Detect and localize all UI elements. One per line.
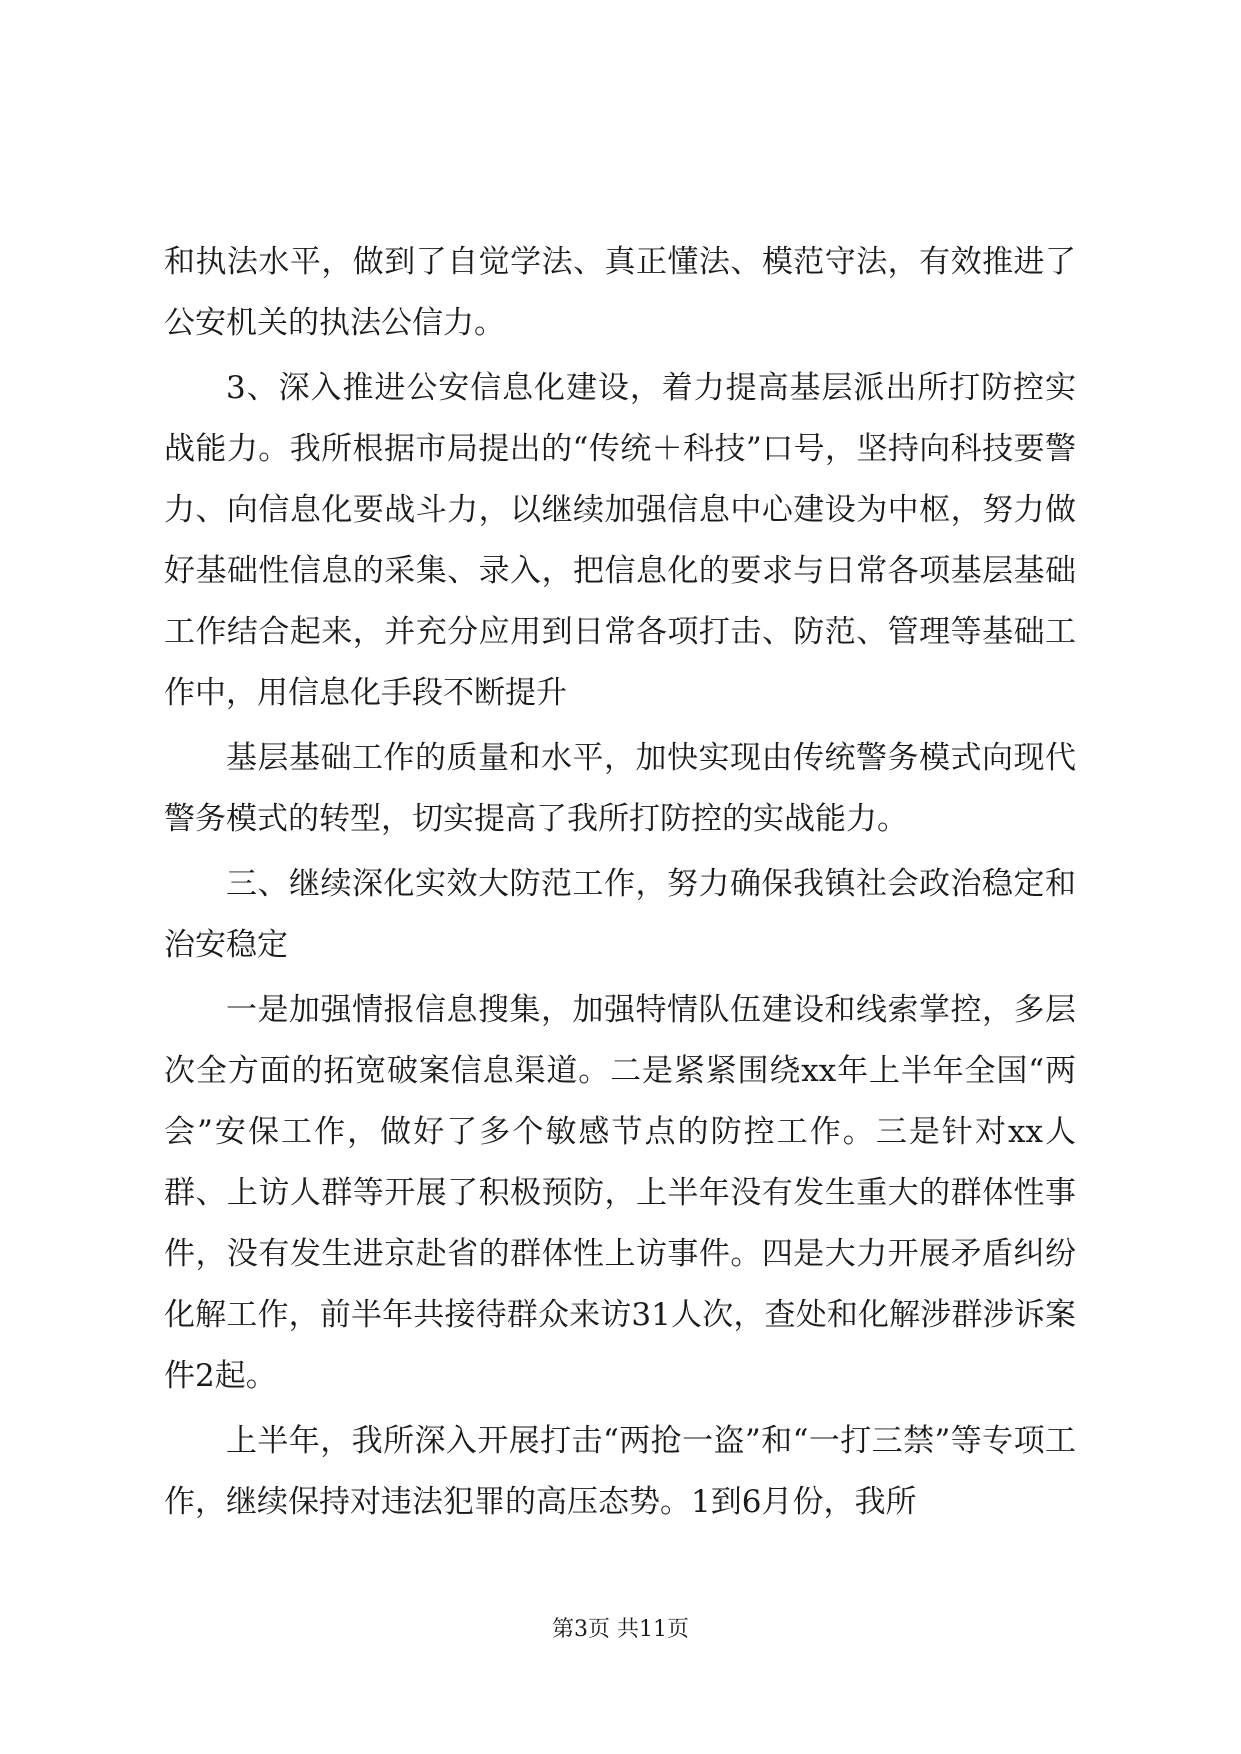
section-heading-prevention: 三、继续深化实效大防范工作，努力确保我镇社会政治稳定和治安稳定 [164,866,1076,963]
paragraph-continuation: 和执法水平，做到了自觉学法、真正懂法、模范守法，有效推进了公安机关的执法公信力。 [164,244,1076,341]
paragraph-crackdown: 上半年，我所深入开展打击“两抢一盗”和“一打三禁”等专项工作，继续保持对违法犯罪的高压态势。1到6月份，我所 [164,1423,1076,1520]
document-body [164,232,1076,1533]
page-number: 第3页 共11页 [552,1617,689,1642]
paragraph-informatization: 3、深入推进公安信息化建设，着力提高基层派出所打防控实战能力。我所根据市局提出的“传统＋科技”口号，坚持向科技要警力、向信息化要战斗力，以继续加强信息中心建设为中枢，努力做好基础性信息的采集、录入，把信息化的要求与日常各项基层基础工作结合起来，并充分应用到日常各项打击、防范、管理等基础工作中，用信息化手段不断提升 [164,370,1076,711]
paragraph-grassroots-work: 基层基础工作的质量和水平，加快实现由传统警务模式向现代警务模式的转型，切实提高了我所打防控的实战能力。 [164,740,1076,837]
paragraph-intelligence: 一是加强情报信息搜集，加强特情队伍建设和线索掌控，多层次全方面的拓宽破案信息渠道。二是紧紧围绕xx年上半年全国“两会”安保工作，做好了多个敏感节点的防控工作。三是针对xx人群、上访人群等开展了积极预防，上半年没有发生重大的群体性事件，没有发生进京赴省的群体性上访事件。四是大力开展矛盾纠纷化解工作，前半年共接待群众来访31人次，查处和化解涉群涉诉案件2起。 [164,992,1076,1394]
